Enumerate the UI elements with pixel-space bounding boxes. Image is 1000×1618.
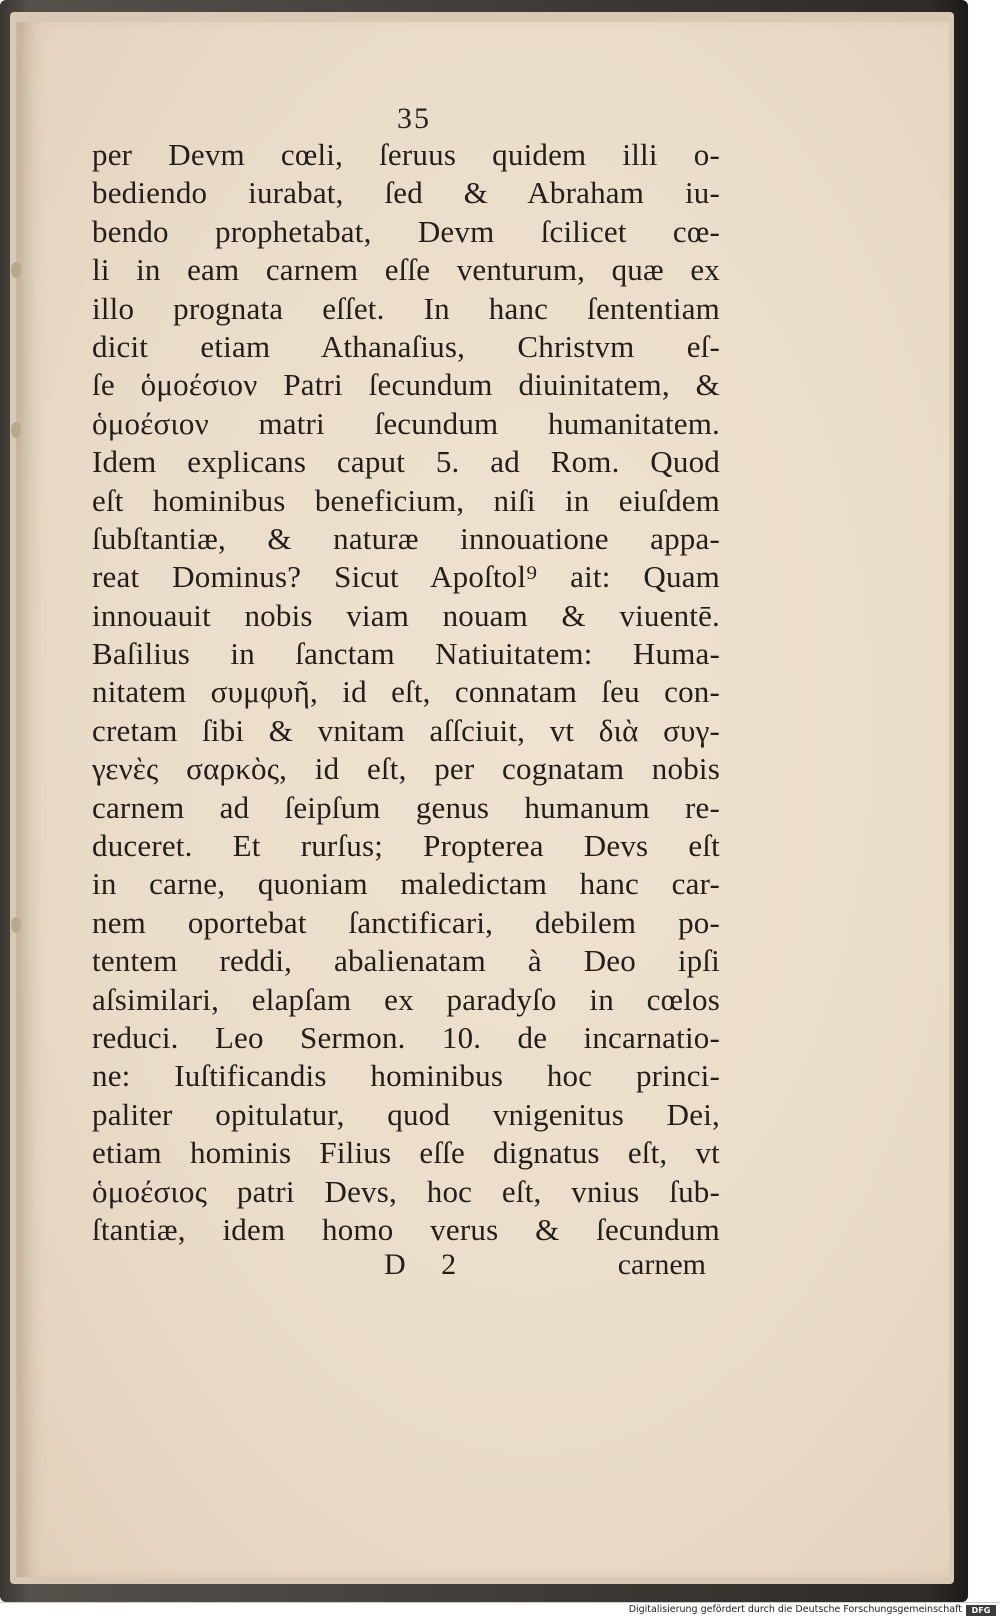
text-line: γενὲς σαρκὸς, id eſt, per cognatam nobis xyxy=(92,751,720,787)
signature-mark: D 2 xyxy=(384,1248,471,1281)
text-line: carnem ad ſeipſum genus humanum re- xyxy=(92,789,720,825)
text-line: illo prognata eſſet. In hanc ſententiam xyxy=(92,290,720,326)
page-body-text xyxy=(92,136,720,1249)
text-line: ne: Iuſtificandis hominibus hoc princi- xyxy=(92,1058,720,1094)
text-line: Idem explicans caput 5. ad Rom. Quod xyxy=(92,444,720,480)
text-line: in carne, quoniam maledictam hanc car- xyxy=(92,866,720,902)
text-line: nem oportebat ſanctificari, debilem po- xyxy=(92,904,720,940)
text-line: dicit etiam Athanaſius, Christvm eſ- xyxy=(92,328,720,364)
text-line: ſubſtantiæ, & naturæ innouatione appa- xyxy=(92,520,720,556)
text-line: ſe ὁμοέσιον Patri ſecundum diuinitatem, & xyxy=(92,367,720,403)
text-line: tentem reddi, abalienatam à Deo ipſi xyxy=(92,943,720,979)
text-line: ſtantiæ, idem homo verus & ſecundum xyxy=(92,1211,720,1247)
binding-mark xyxy=(11,422,21,438)
text-line: reat Dominus? Sicut Apoſtol⁹ ait: Quam xyxy=(92,559,720,595)
text-line: bendo prophetabat, Devm ſcilicet cœ- xyxy=(92,213,720,249)
catchword: carnem xyxy=(617,1248,706,1281)
text-line: Baſilius in ſanctam Natiuitatem: Huma- xyxy=(92,636,720,672)
text-line: per Devm cœli, ſeruus quidem illi o- xyxy=(92,137,720,172)
text-line: aſsimilari, elapſam ex paradyſo in cœlos xyxy=(92,981,720,1017)
footer-bar xyxy=(0,1602,1000,1618)
dfg-logo: DFG xyxy=(966,1605,996,1616)
footer-credit: Digitalisierung gefördert durch die Deutsche Forschungsgemeinschaft xyxy=(628,1604,962,1615)
text-line: li in eam carnem eſſe venturum, quæ ex xyxy=(92,252,720,288)
binding-mark xyxy=(11,262,21,278)
text-line: bediendo iurabat, ſed & Abraham iu- xyxy=(92,175,720,211)
binding-mark xyxy=(11,917,21,933)
text-line: duceret. Et rurſus; Propterea Devs eſt xyxy=(92,828,720,864)
page-number: 35 xyxy=(397,102,431,135)
catchword-row xyxy=(92,1248,720,1288)
text-line: paliter opitulatur, quod vnigenitus Dei, xyxy=(92,1096,720,1132)
text-line: innouauit nobis viam nouam & viuentē. xyxy=(92,597,720,633)
text-line: ὁμοέσιον matri ſecundum humanitatem. xyxy=(92,405,720,441)
text-line: nitatem συμφυῆ, id eſt, connatam ſeu con- xyxy=(92,674,720,710)
text-line: ὁμοέσιος patri Devs, hoc eſt, vnius ſub- xyxy=(92,1173,720,1209)
text-line: cretam ſibi & vnitam aſſciuit, vt διὰ συγ- xyxy=(92,712,720,748)
text-line: eſt hominibus beneficium, niſi in eiuſdem xyxy=(92,482,720,518)
text-line: reduci. Leo Sermon. 10. de incarnatio- xyxy=(92,1019,720,1055)
text-line: etiam hominis Filius eſſe dignatus eſt, vt xyxy=(92,1135,720,1171)
